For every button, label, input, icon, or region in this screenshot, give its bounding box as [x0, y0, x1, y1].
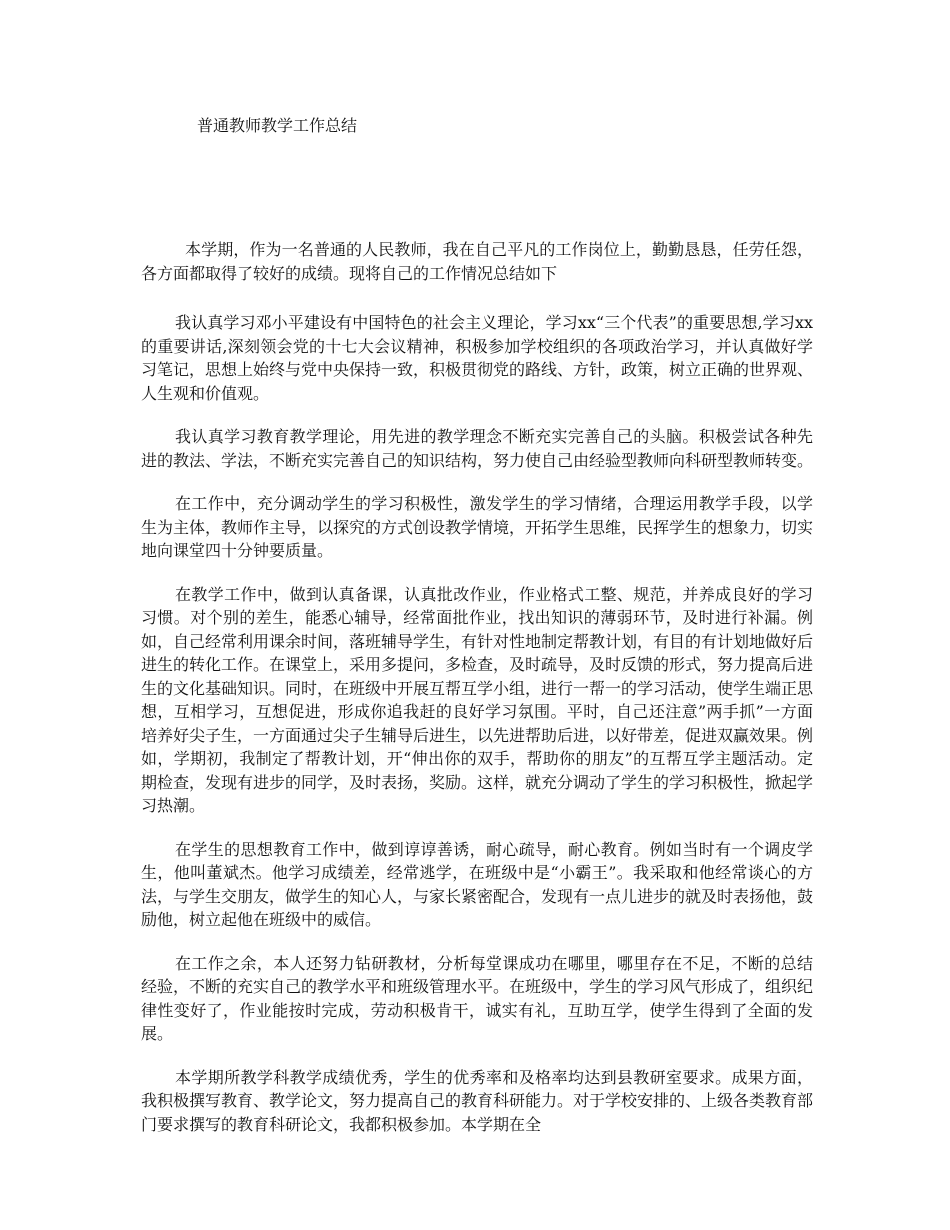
paragraph-political-study: 我认真学习邓小平建设有中国特色的社会主义理论，学习xx“三个代表”的重要思想,学习xx的重要讲话,深刻领会党的十七大会议精神，积极参加学校组织的各项政治学习，并认真做好学习笔记，思想上始终与党中央保持一致，积极贯彻党的路线、方针，政策，树立正确的世界观、人生观和价值观。: [141, 313, 814, 403]
paragraph-teaching-theory: 我认真学习教育教学理论，用先进的教学理念不断充实完善自己的头脑。积极尝试各种先进的教法、学法，不断充实完善自己的知识结构，努力使自己由经验型教师向科研型教师转变。: [141, 427, 814, 470]
paragraph-moral-education: 在学生的思想教育工作中，做到谆谆善诱，耐心疏导，耐心教育。例如当时有一个调皮学生，他叫董斌杰。他学习成绩差，经常逃学，在班级中是“小霸王”。我采取和他经常谈心的方法，与学生交朋友，做学生的知心人，与家长紧密配合，发现有一点儿进步的就及时表扬他，鼓励他，树立起他在班级中的威信。: [141, 839, 814, 929]
paragraph-intro: 本学期，作为一名普通的人民教师，我在自己平凡的工作岗位上，勤勤恳恳，任劳任怨，各方面都取得了较好的成绩。现将自己的工作情况总结如下: [141, 240, 813, 283]
paragraph-teaching-practice: 在教学工作中，做到认真备课，认真批改作业，作业格式工整、规范，并养成良好的学习习惯。对个别的差生，能悉心辅导，经常面批作业，找出知识的薄弱环节，及时进行补漏。例如，自己经常利用课余时间，落班辅导学生，有针对性地制定帮教计划，有目的有计划地做好后进生的转化工作。在课堂上，采用多提问，多检查，及时疏导，及时反馈的形式，努力提高后进生的文化基础知识。同时，在班级中开展互帮互学小组，进行一帮一的学习活动，使学生端正思想，互相学习，互想促进，形成你追我赶的良好学习氛围。平时，自己还注意”两手抓”一方面培养好尖子生，一方面通过尖子生辅导后进生，以先进帮助后进，以好带差，促进双赢效果。例如，学期初，我制定了帮教计划，开“伸出你的双手，帮助你的朋友”的互帮互学主题活动。定期检查，发现有进步的同学，及时表扬，奖励。这样，就充分调动了学生的学习积极性，掀起学习热潮。: [141, 584, 814, 815]
paragraph-results: 本学期所教学科教学成绩优秀，学生的优秀率和及格率均达到县教研室要求。成果方面，我积极撰写教育、教学论文，努力提高自己的教育科研能力。对于学校安排的、上级各类教育部门要求撰写的教育科研论文，我都积极参加。本学期在全: [141, 1067, 814, 1134]
paragraph-self-improvement: 在工作之余，本人还努力钻研教材，分析每堂课成功在哪里，哪里存在不足，不断的总结经验，不断的充实自己的教学水平和班级管理水平。在班级中，学生的学习风气形成了，组织纪律性变好了，作业能按时完成，劳动积极肯干，诚实有礼，互助互学，使学生得到了全面的发展。: [141, 953, 814, 1043]
document-body: [141, 238, 813, 1156]
document-title: 普通教师教学工作总结: [197, 116, 358, 135]
paragraph-classroom-work: 在工作中，充分调动学生的学习积极性，激发学生的学习情绪，合理运用教学手段，以学生为主体，教师作主导，以探究的方式创设教学情境，开拓学生思维，民挥学生的想象力，切实地向课堂四十分钟要质量。: [141, 494, 814, 560]
